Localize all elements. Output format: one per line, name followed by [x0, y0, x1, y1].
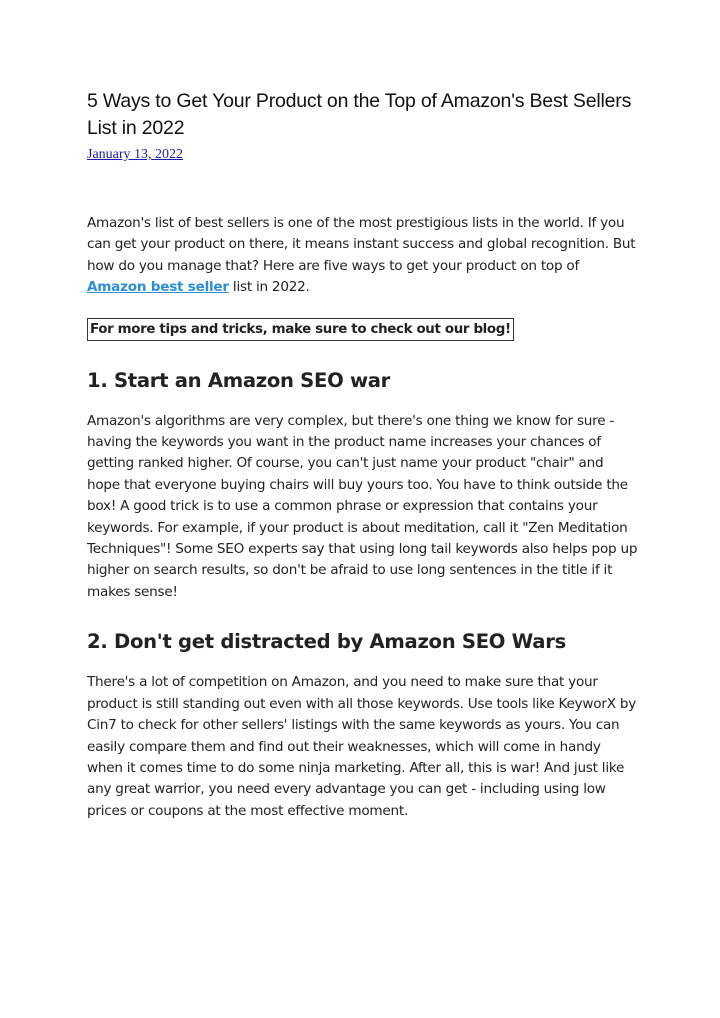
article-title: 5 Ways to Get Your Product on the Top of Amazon's Best Sellers List in 2022 — [87, 90, 632, 139]
section-body-2: There's a lot of competition on Amazon, and you need to make sure that your product is still standing out even with all those keywords. Use tools like KeyworX by Cin7 to check for other sellers' listings with the same keywords as yours. You can easily compare them and find out their weaknesses, which will come in handy when it comes time to do some ninja marketing. After all, this is war! And just like any great warrior, you need every advantage you can get - including using low prices or coupons at the most effective moment. — [87, 674, 637, 819]
article-date-link[interactable]: January 13, 2022 — [87, 147, 184, 162]
intro-text-after-link: list in 2022. — [228, 279, 310, 296]
amazon-best-seller-link[interactable]: Amazon best seller — [87, 279, 229, 296]
section-heading-1: 1. Start an Amazon SEO war — [87, 368, 391, 392]
blog-callout: For more tips and tricks, make sure to check out our blog! — [87, 318, 514, 341]
intro-paragraph — [87, 213, 639, 299]
section-body-1: Amazon's algorithms are very complex, but there's one thing we know for sure - having the keywords you want in the product name increases your chances of getting ranked higher. Of course, you can't just name your product "chair" and hope that everyone buying chairs will buy yours too. You have to think outside the box! A good trick is to use a common phrase or expression that contains your keywords. For example, if your product is about meditation, call it "Zen Meditation Techniques"! Some SEO experts say that using long tail keywords also helps pop up higher on search results, so don't be afraid to use long sentences in the title if it makes sense! — [87, 412, 638, 600]
section-heading-2: 2. Don't get distracted by Amazon SEO Wars — [87, 630, 566, 654]
intro-text-before-link: Amazon's list of best sellers is one of the most prestigious lists in the world. If you can get your product on there, it means instant success and global recognition. But how do you manage that? Here are five ways to get your product on top of — [87, 215, 636, 274]
article — [87, 88, 639, 822]
